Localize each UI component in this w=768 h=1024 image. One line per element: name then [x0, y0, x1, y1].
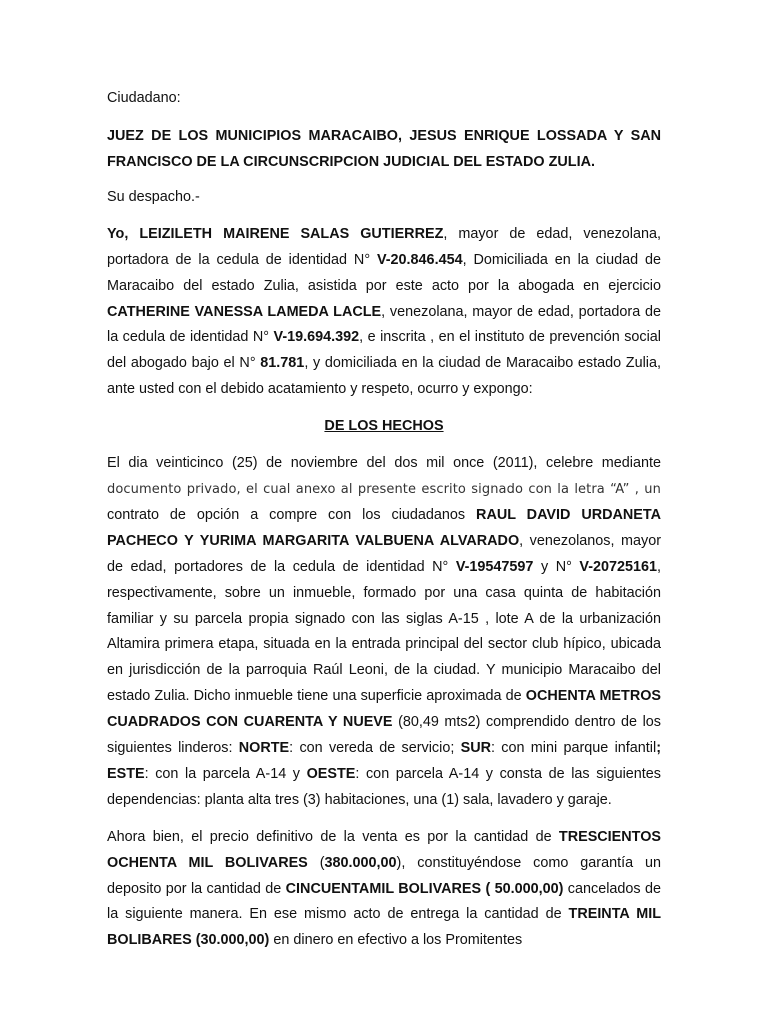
boundary-west: OESTE	[306, 765, 356, 782]
intro-text-4: , venezolana, mayor de edad, portadora de la cedula de identidad N°	[107, 303, 661, 346]
total-price-words: TRESCIENTOS OCHENTA MIL BOLIVARES	[107, 828, 661, 871]
intro-text-6: , y domiciliada en la ciudad de Maracaibo estado Zulia, ante usted con el debido acatamiento y respeto, ocurro y expongo:	[107, 355, 662, 398]
attorney-id: V-19.694.392	[273, 329, 360, 346]
seller-id-2: V-20725161	[579, 558, 658, 575]
price-text-4: cancelados de la siguiente manera. En ese mismo acto de entrega la cantidad de	[107, 880, 661, 923]
cash-payment-amount: TREINTA MIL BOLIBARES (30.000,00)	[107, 906, 661, 949]
facts-text-3: , venezolanos, mayor de edad, portadores de la cedula de identidad N°	[107, 532, 661, 575]
boundary-east: ; ESTE	[107, 740, 661, 782]
facts-text-5: , respectivamente, sobre un inmueble, formado por una casa quinta de habitación familiar y su parcela propia signado con las siglas A-15 , lote A de la urbanización Altamira primera etapa, situada en la entrada principal del sector club hípico, ubicada en jurisdicción de la parroquia Raúl Leoni, de la ciudad. Y municipio Maracaibo del estado Zulia. Dicho inmueble tiene una superficie aproximada de	[107, 558, 662, 705]
attorney-name: CATHERINE VANESSA LAMEDA LACLE	[107, 303, 382, 320]
petitioner-name: LEIZILETH MAIRENE SALAS GUTIERREZ	[139, 225, 444, 242]
price-text-3: ), constituyéndose como garantía un deposito por la cantidad de	[107, 854, 662, 897]
facts-scanned-line: documento privado, el cual anexo al presente escrito signado con la letra “A” , un	[107, 481, 661, 497]
intro-text-3: , Domiciliada en la ciudad de Maracaibo del estado Zulia, asistida por este acto por la abogada en ejercicio	[107, 251, 661, 294]
property-area: OCHENTA METROS CUADRADOS CON CUARENTA Y NUEVE	[107, 688, 662, 731]
price-text-1: Ahora bien, el precio definitivo de la venta es por la cantidad de	[107, 828, 559, 845]
facts-text-8: : con mini parque infantil	[491, 740, 657, 757]
total-price-amount: 380.000,00	[324, 854, 397, 871]
seller-id-1: V-19547597	[455, 558, 534, 575]
facts-text-9: : con la parcela A-14 y	[144, 765, 307, 782]
petitioner-id: V-20.846.454	[376, 251, 463, 268]
facts-text-2: contrato de opción a compre con los ciudadanos	[107, 506, 477, 523]
facts-text-4: y N°	[533, 558, 580, 575]
addressee: JUEZ DE LOS MUNICIPIOS MARACAIBO, JESUS ENRIQUE LOSSADA Y SAN FRANCISCO DE LA CIRCUNSCRIPCION JUDICIAL DEL ESTADO ZULIA.	[107, 127, 661, 170]
deposit-amount: CINCUENTAMIL BOLIVARES ( 50.000,00)	[285, 880, 564, 897]
price-paragraph	[107, 825, 661, 955]
facts-text-10: : con parcela A-14 y consta de las siguientes dependencias: planta alta tres (3) habitaciones, una (1) sala, lavadero y garaje.	[107, 765, 661, 808]
despacho-line: Su despacho.-	[107, 188, 200, 205]
price-text-2: (	[307, 854, 325, 871]
facts-paragraph	[107, 451, 661, 814]
sellers-names: RAUL DAVID URDANETA PACHECO Y YURIMA MARGARITA VALBUENA ALVARADO	[107, 506, 661, 549]
attorney-registry-number: 81.781	[260, 355, 305, 372]
intro-text-1: Yo,	[107, 225, 140, 242]
intro-text-2: , mayor de edad, venezolana, portadora de la cedula de identidad N°	[107, 225, 661, 268]
facts-text-1: El dia veinticinco (25) de noviembre del dos mil once (2011), celebre mediante	[107, 455, 661, 472]
greeting: Ciudadano:	[107, 90, 181, 106]
section-heading: DE LOS HECHOS	[324, 418, 444, 435]
price-text-5: en dinero en efectivo a los Promitentes	[269, 932, 523, 949]
intro-text-5: , e inscrita , en el instituto de prevención social del abogado bajo el N°	[107, 329, 661, 372]
document-page	[107, 86, 661, 954]
intro-paragraph	[107, 222, 661, 403]
facts-text-7: : con vereda de servicio;	[289, 740, 461, 757]
boundary-south: SUR	[460, 740, 492, 757]
facts-text-6: (80,49 mts2) comprendido dentro de los siguientes linderos:	[107, 714, 661, 757]
boundary-north: NORTE	[238, 740, 290, 757]
